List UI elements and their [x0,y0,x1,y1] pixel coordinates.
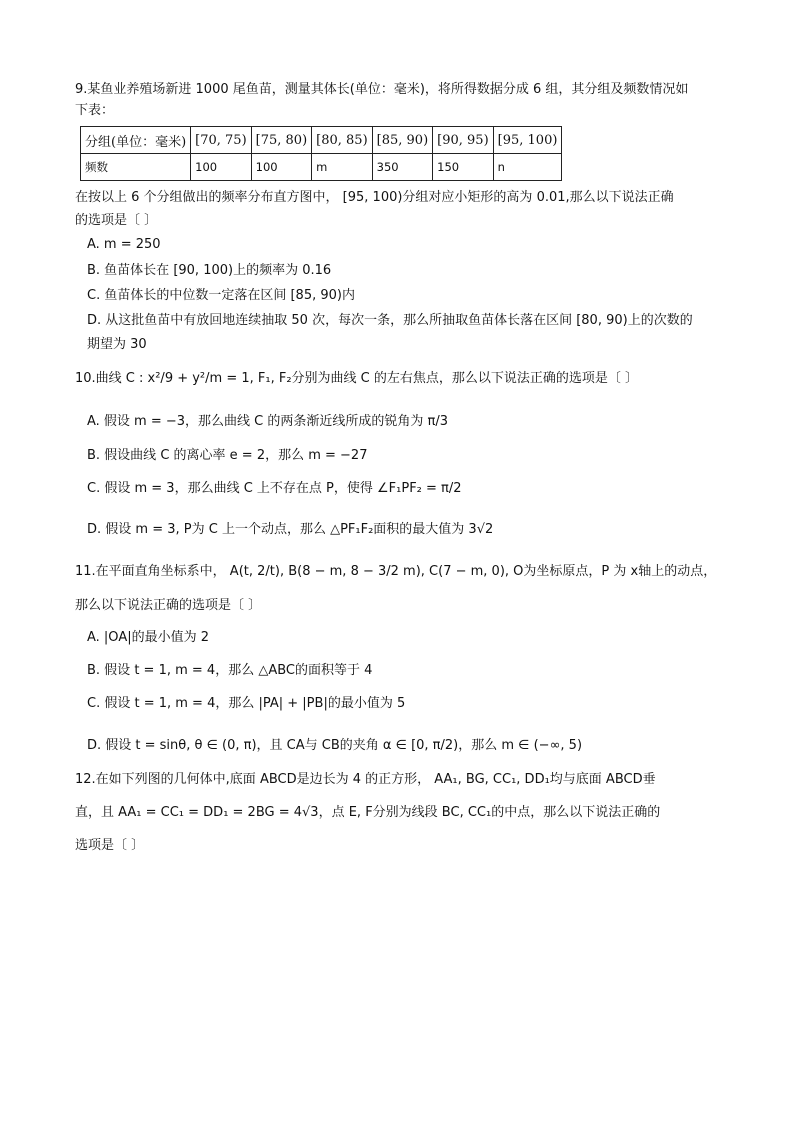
q11-stem-line1: 11.在平面直角坐标系中， A(t, 2/t), B(8 − m, 8 − 3/2 m), C(7 − m, 0), O为坐标原点，P 为 x轴上的动点， [75,564,717,579]
q9-stem-line1: 9.某鱼业养殖场新进 1000 尾鱼苗，测量其体长(单位：毫米)，将所得数据分成 6 组，其分组及频数情况如 [75,82,689,97]
table-header-cell: [90, 95) [433,127,494,154]
q11-option-d: D. 假设 t = sinθ, θ ∈ (0, π)，且 CA与 CB的夹角 α ∈ [0, π/2)，那么 m ∈ (−∞, 5) [87,738,583,753]
table-cell: n [493,154,562,181]
q9-option-b: B. 鱼苗体长在 [90, 100)上的频率为 0.16 [87,263,332,278]
q9-option-d: D. 从这批鱼苗中有放回地连续抽取 50 次，每次一条，那么所抽取鱼苗体长落在区间 [80, 90)上的次数的 [87,313,693,328]
q11-option-b: B. 假设 t = 1, m = 4，那么 △ABC的面积等于 4 [87,663,373,678]
table-header-cell: [95, 100) [493,127,562,154]
q9-frequency-table [80,126,562,181]
q9-option-d-cont: 期望为 30 [87,337,147,352]
q9-option-c: C. 鱼苗体长的中位数一定落在区间 [85, 90)内 [87,288,355,303]
table-header-cell: [70, 75) [191,127,252,154]
q12-stem-line1: 12.在如下列图的几何体中,底面 ABCD是边长为 4 的正方形， AA₁, BG, CC₁, DD₁均与底面 ABCD垂 [75,772,656,787]
table-cell: 350 [372,154,433,181]
q9-desc-line2: 的选项是〔 〕 [75,213,158,228]
q10-option-c: C. 假设 m = 3，那么曲线 C 上不存在点 P，使得 ∠F₁PF₂ = π/2 [87,481,462,496]
table-header-cell: [85, 90) [372,127,433,154]
q10-stem: 10.曲线 C : x²/9 + y²/m = 1, F₁, F₂分别为曲线 C 的左右焦点，那么以下说法正确的选项是〔 〕 [75,371,638,386]
q9-desc-line1: 在按以上 6 个分组做出的频率分布直方图中， [95, 100)分组对应小矩形的高为 0.01,那么以下说法正确 [75,190,674,205]
q12-stem-line2: 直，且 AA₁ = CC₁ = DD₁ = 2BG = 4√3，点 E, F分别为线段 BC, CC₁的中点，那么以下说法正确的 [75,805,661,820]
table-header-cell: [80, 85) [312,127,373,154]
table-row [81,127,562,154]
q10-option-b: B. 假设曲线 C 的离心率 e = 2，那么 m = −27 [87,448,368,463]
table-cell: 频数 [81,154,191,181]
q9-option-a: A. m = 250 [87,237,161,252]
q11-stem-line2: 那么以下说法正确的选项是〔 〕 [75,598,262,613]
q10-option-a: A. 假设 m = −3，那么曲线 C 的两条渐近线所成的锐角为 π/3 [87,414,448,429]
table-row [81,154,562,181]
table-cell: m [312,154,373,181]
table-cell: 100 [191,154,252,181]
table-header-cell: [75, 80) [251,127,312,154]
q12-stem-line3: 选项是〔 〕 [75,838,145,853]
q11-option-c: C. 假设 t = 1, m = 4，那么 |PA| + |PB|的最小值为 5 [87,696,406,711]
q9-stem-line2: 下表： [75,103,115,118]
q11-option-a: A. |OA|的最小值为 2 [87,630,209,645]
table-header-cell: 分组(单位：毫米) [81,127,191,154]
q10-option-d: D. 假设 m = 3, P为 C 上一个动点，那么 △PF₁F₂面积的最大值为 3√2 [87,522,494,537]
table-cell: 100 [251,154,312,181]
table-cell: 150 [433,154,494,181]
